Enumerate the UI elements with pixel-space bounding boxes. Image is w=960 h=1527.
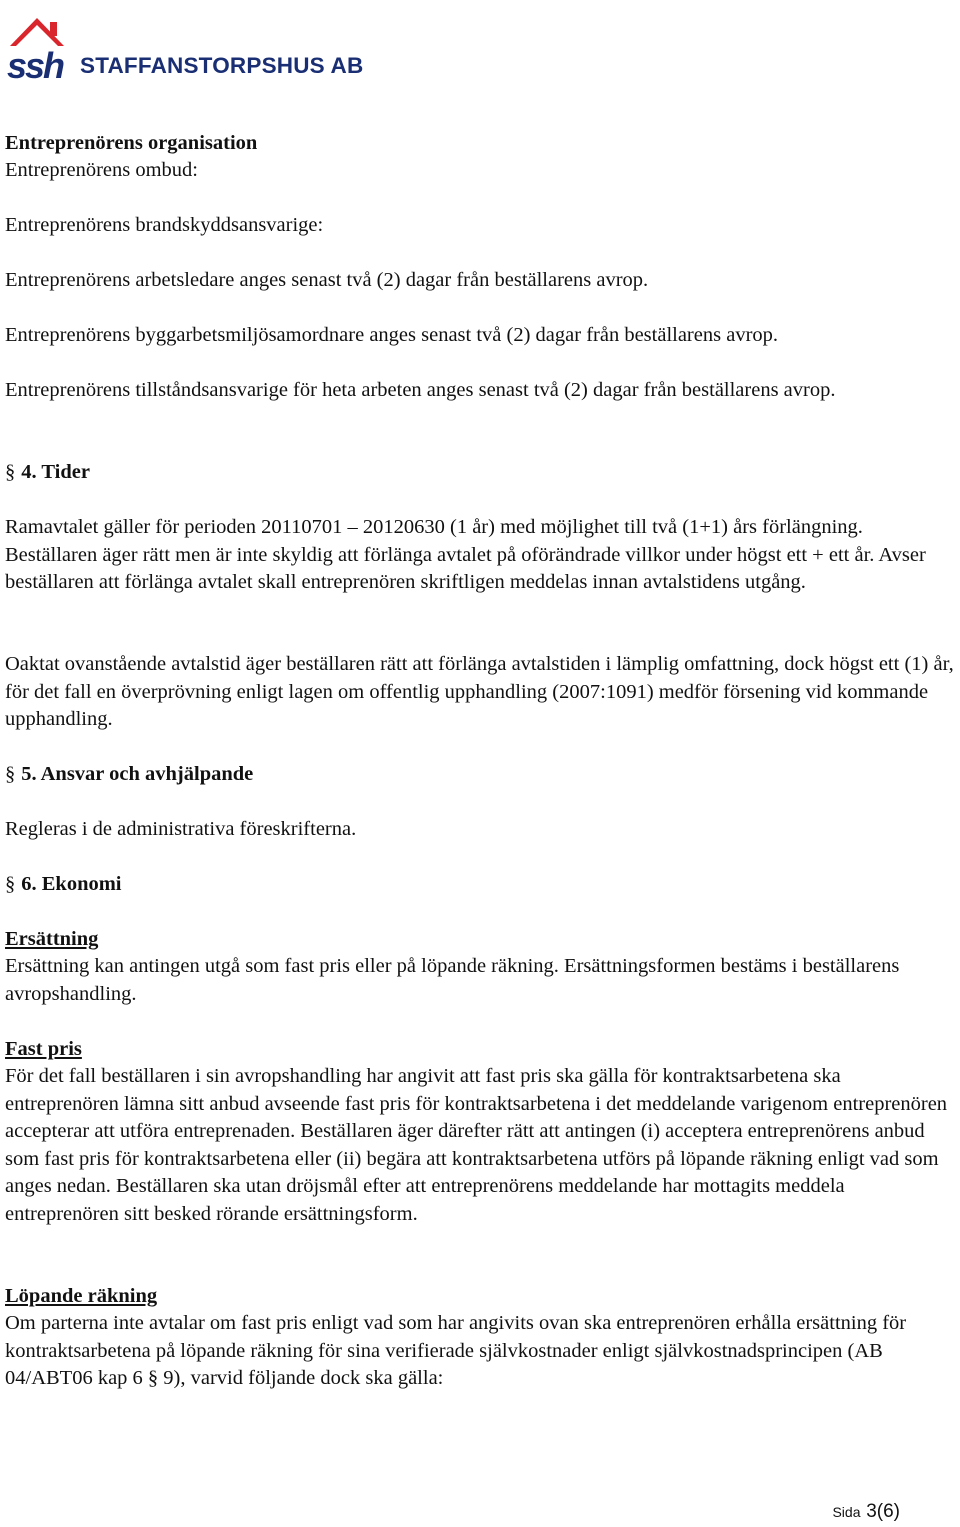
- section-4-heading: [5, 459, 90, 487]
- org-arbetsledare: Entreprenörens arbetsledare anges senast två (2) dagar från beställarens avrop.: [5, 269, 649, 291]
- house-icon: [6, 12, 76, 84]
- org-bas: Entreprenörens byggarbetsmiljösamordnare anges senast två (2) dagar från beställarens avrop.: [5, 324, 779, 346]
- svg-text:ssh: ssh: [7, 45, 64, 84]
- lopande-rakning-paragraph: Om parterna inte avtalar om fast pris enligt vad som har angivits ovan ska entreprenören erhålla ersättning för kontraktsarbetena på löpande räkning för sina verifierade självkostnader enligt självkostnadsprincipen (AB 04/ABT06 kap 6 § 9), varvid följande dock ska gälla:: [5, 1312, 907, 1389]
- section-6-title: 6. Ekonomi: [21, 873, 122, 895]
- org-ombud: Entreprenörens ombud:: [5, 159, 198, 181]
- fast-pris-paragraph: För det fall beställaren i sin avropshandling har angivit att fast pris ska gälla för kontraktsarbetena ska entreprenören lämna sitt anbud avseende fast pris för kontraktsarbetena i det meddelande varigenom entreprenören accepterar att utföra entreprenaden. Beställaren äger därefter rätt att antingen (i) acceptera entreprenörens anbud som fast pris för kontraktsarbetena eller (ii) begära att kontraktsarbetena utförs på löpande räkning enligt vad som anges nedan. Beställaren ska utan dröjsmål efter att entreprenörens meddelande har mottagits meddela entreprenören sitt besked rörande ersättningsform.: [5, 1065, 948, 1225]
- fast-pris-heading: Fast pris: [5, 1038, 82, 1060]
- paragraph-sign: §: [5, 461, 16, 483]
- section-5-title: 5. Ansvar och avhjälpande: [21, 763, 254, 785]
- paragraph-sign: §: [5, 763, 16, 785]
- company-name: STAFFANSTORPSHUS AB: [80, 53, 364, 78]
- page-count: 3(6): [866, 1501, 900, 1522]
- org-heading: Entreprenörens organisation: [5, 132, 258, 154]
- section-4-title: 4. Tider: [21, 461, 90, 483]
- section-5-paragraph: Regleras i de administrativa föreskrifterna.: [5, 818, 357, 840]
- page-label: Sida: [832, 1504, 861, 1520]
- org-heta-arbeten: Entreprenörens tillståndsansvarige för heta arbeten anges senast två (2) dagar från beställarens avrop.: [5, 379, 836, 401]
- ersattning-paragraph: Ersättning kan antingen utgå som fast pris eller på löpande räkning. Ersättningsformen bestäms i beställarens avropshandling.: [5, 955, 900, 1005]
- section-5-heading: [5, 761, 253, 789]
- section-6-heading: [5, 871, 122, 899]
- ersattning-heading: Ersättning: [5, 928, 99, 950]
- paragraph-sign: §: [5, 873, 16, 895]
- org-brandskydd: Entreprenörens brandskyddsansvarige:: [5, 214, 324, 236]
- section-4-paragraph-2: Oaktat ovanstående avtalstid äger beställaren rätt att förlänga avtalstiden i lämplig omfattning, dock högst ett (1) år, för det fall en överprövning enligt lagen om offentlig upphandling (2007:1091) medför försening vid kommande upphandling.: [5, 653, 954, 730]
- page-number: [832, 1497, 900, 1527]
- company-logo: [6, 12, 364, 84]
- lopande-rakning-heading: Löpande räkning: [5, 1285, 158, 1307]
- section-4-paragraph-1: Ramavtalet gäller för perioden 20110701 – 20120630 (1 år) med möjlighet till två (1+1) års förlängning. Beställaren äger rätt men är inte skyldig att förlänga avtalet på oförändrade villkor under högst ett + ett år. Avser beställaren att förlänga avtalet skall entreprenören skriftligen meddelas innan avtalstidens utgång.: [5, 516, 926, 593]
